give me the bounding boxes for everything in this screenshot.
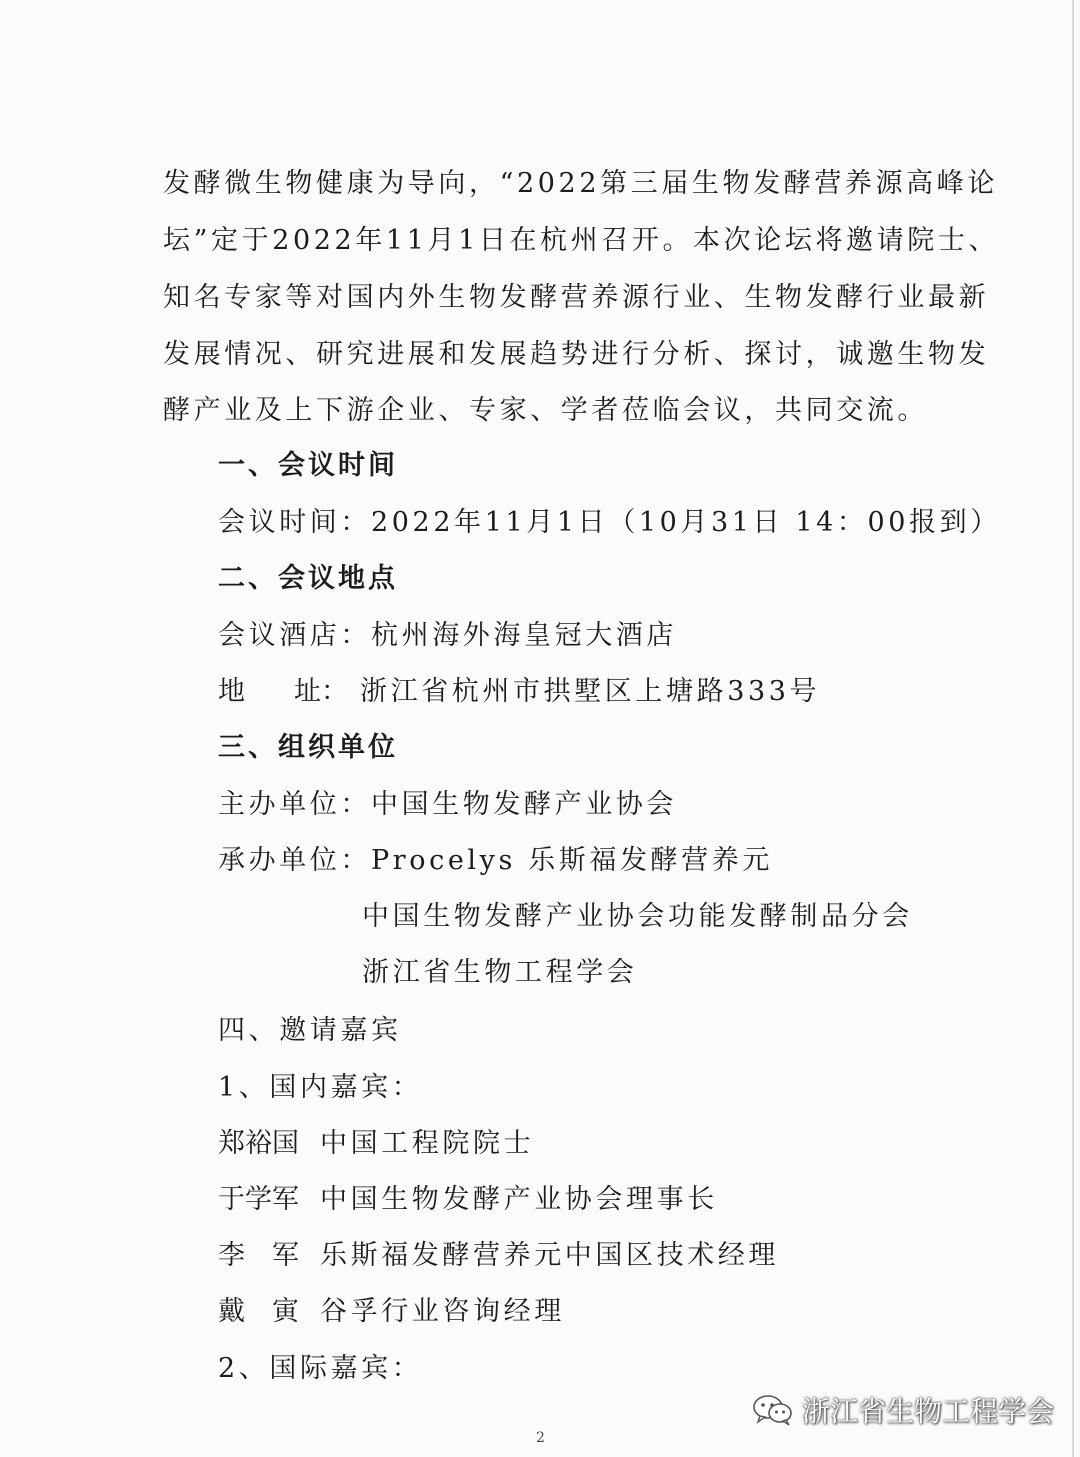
meeting-address — [218, 675, 820, 709]
paragraph-line-1: 发酵微生物健康为导向，“2022第三届生物发酵营养源高峰论 — [163, 168, 998, 199]
guest-title: 中国工程院院士 — [320, 1128, 535, 1159]
paragraph-line-4: 发展情况、研究进展和发展趋势进行分析、探讨，诚邀生物发 — [163, 339, 990, 370]
meeting-hotel: 会议酒店：杭州海外海皇冠大酒店 — [218, 620, 677, 651]
intl-guests-label: 2、国际嘉宾： — [218, 1353, 423, 1384]
domestic-guests-label: 1、国内嘉宾： — [218, 1072, 423, 1103]
page-edge — [1072, 0, 1074, 1457]
page-number: 2 — [536, 1430, 545, 1446]
section-heading-place: 二、会议地点 — [218, 563, 398, 594]
guest-name: 郑裕国 — [218, 1128, 299, 1159]
guest-name-char-2: 寅 — [272, 1296, 299, 1327]
guest-row — [218, 1127, 534, 1161]
guest-title: 乐斯福发酵营养元中国区技术经理 — [320, 1240, 779, 1271]
guest-row — [218, 1183, 718, 1217]
address-label — [218, 675, 360, 709]
guest-name-char-2: 军 — [272, 1240, 299, 1271]
guest-name: 于学军 — [218, 1184, 299, 1215]
guest-title: 谷孚行业咨询经理 — [320, 1296, 565, 1327]
guest-row — [218, 1295, 565, 1329]
co-organizer-2: 中国生物发酵产业协会功能发酵制品分会 — [362, 901, 913, 932]
wechat-watermark — [752, 1390, 1054, 1430]
guest-name — [218, 1295, 320, 1329]
co-organizer-label: 承办单位： — [218, 845, 371, 876]
section-heading-guests: 四、邀请嘉宾 — [218, 1015, 402, 1046]
meeting-time: 会议时间：2022年11月1日（10月31日 14：00报到） — [218, 507, 1001, 538]
address-label-char-1: 地 — [218, 676, 245, 707]
co-organizer-1 — [218, 844, 773, 878]
wechat-icon — [752, 1392, 794, 1428]
host-unit: 主办单位：中国生物发酵产业协会 — [218, 789, 677, 820]
co-organizer-name-1: Procelys 乐斯福发酵营养元 — [371, 845, 773, 876]
paragraph-line-5: 酵产业及上下游企业、专家、学者莅临会议，共同交流。 — [163, 395, 928, 426]
guest-title: 中国生物发酵产业协会理事长 — [320, 1184, 718, 1215]
guest-row — [218, 1239, 779, 1273]
guest-name-char-1: 戴 — [218, 1296, 245, 1327]
paragraph-line-2: 坛”定于2022年11月1日在杭州召开。本次论坛将邀请院士、 — [163, 225, 1000, 256]
guest-name-char-1: 李 — [218, 1240, 245, 1271]
watermark-text: 浙江省生物工程学会 — [802, 1395, 1055, 1428]
guest-name — [218, 1239, 320, 1273]
section-heading-time: 一、会议时间 — [218, 450, 398, 481]
co-organizer-3: 浙江省生物工程学会 — [362, 957, 638, 988]
paragraph-line-3: 知名专家等对国内外生物发酵营养源行业、生物发酵行业最新 — [163, 282, 990, 313]
address-value: 浙江省杭州市拱墅区上塘路333号 — [360, 676, 821, 707]
section-heading-org: 三、组织单位 — [218, 732, 398, 763]
address-label-char-2: 址： — [294, 676, 348, 707]
